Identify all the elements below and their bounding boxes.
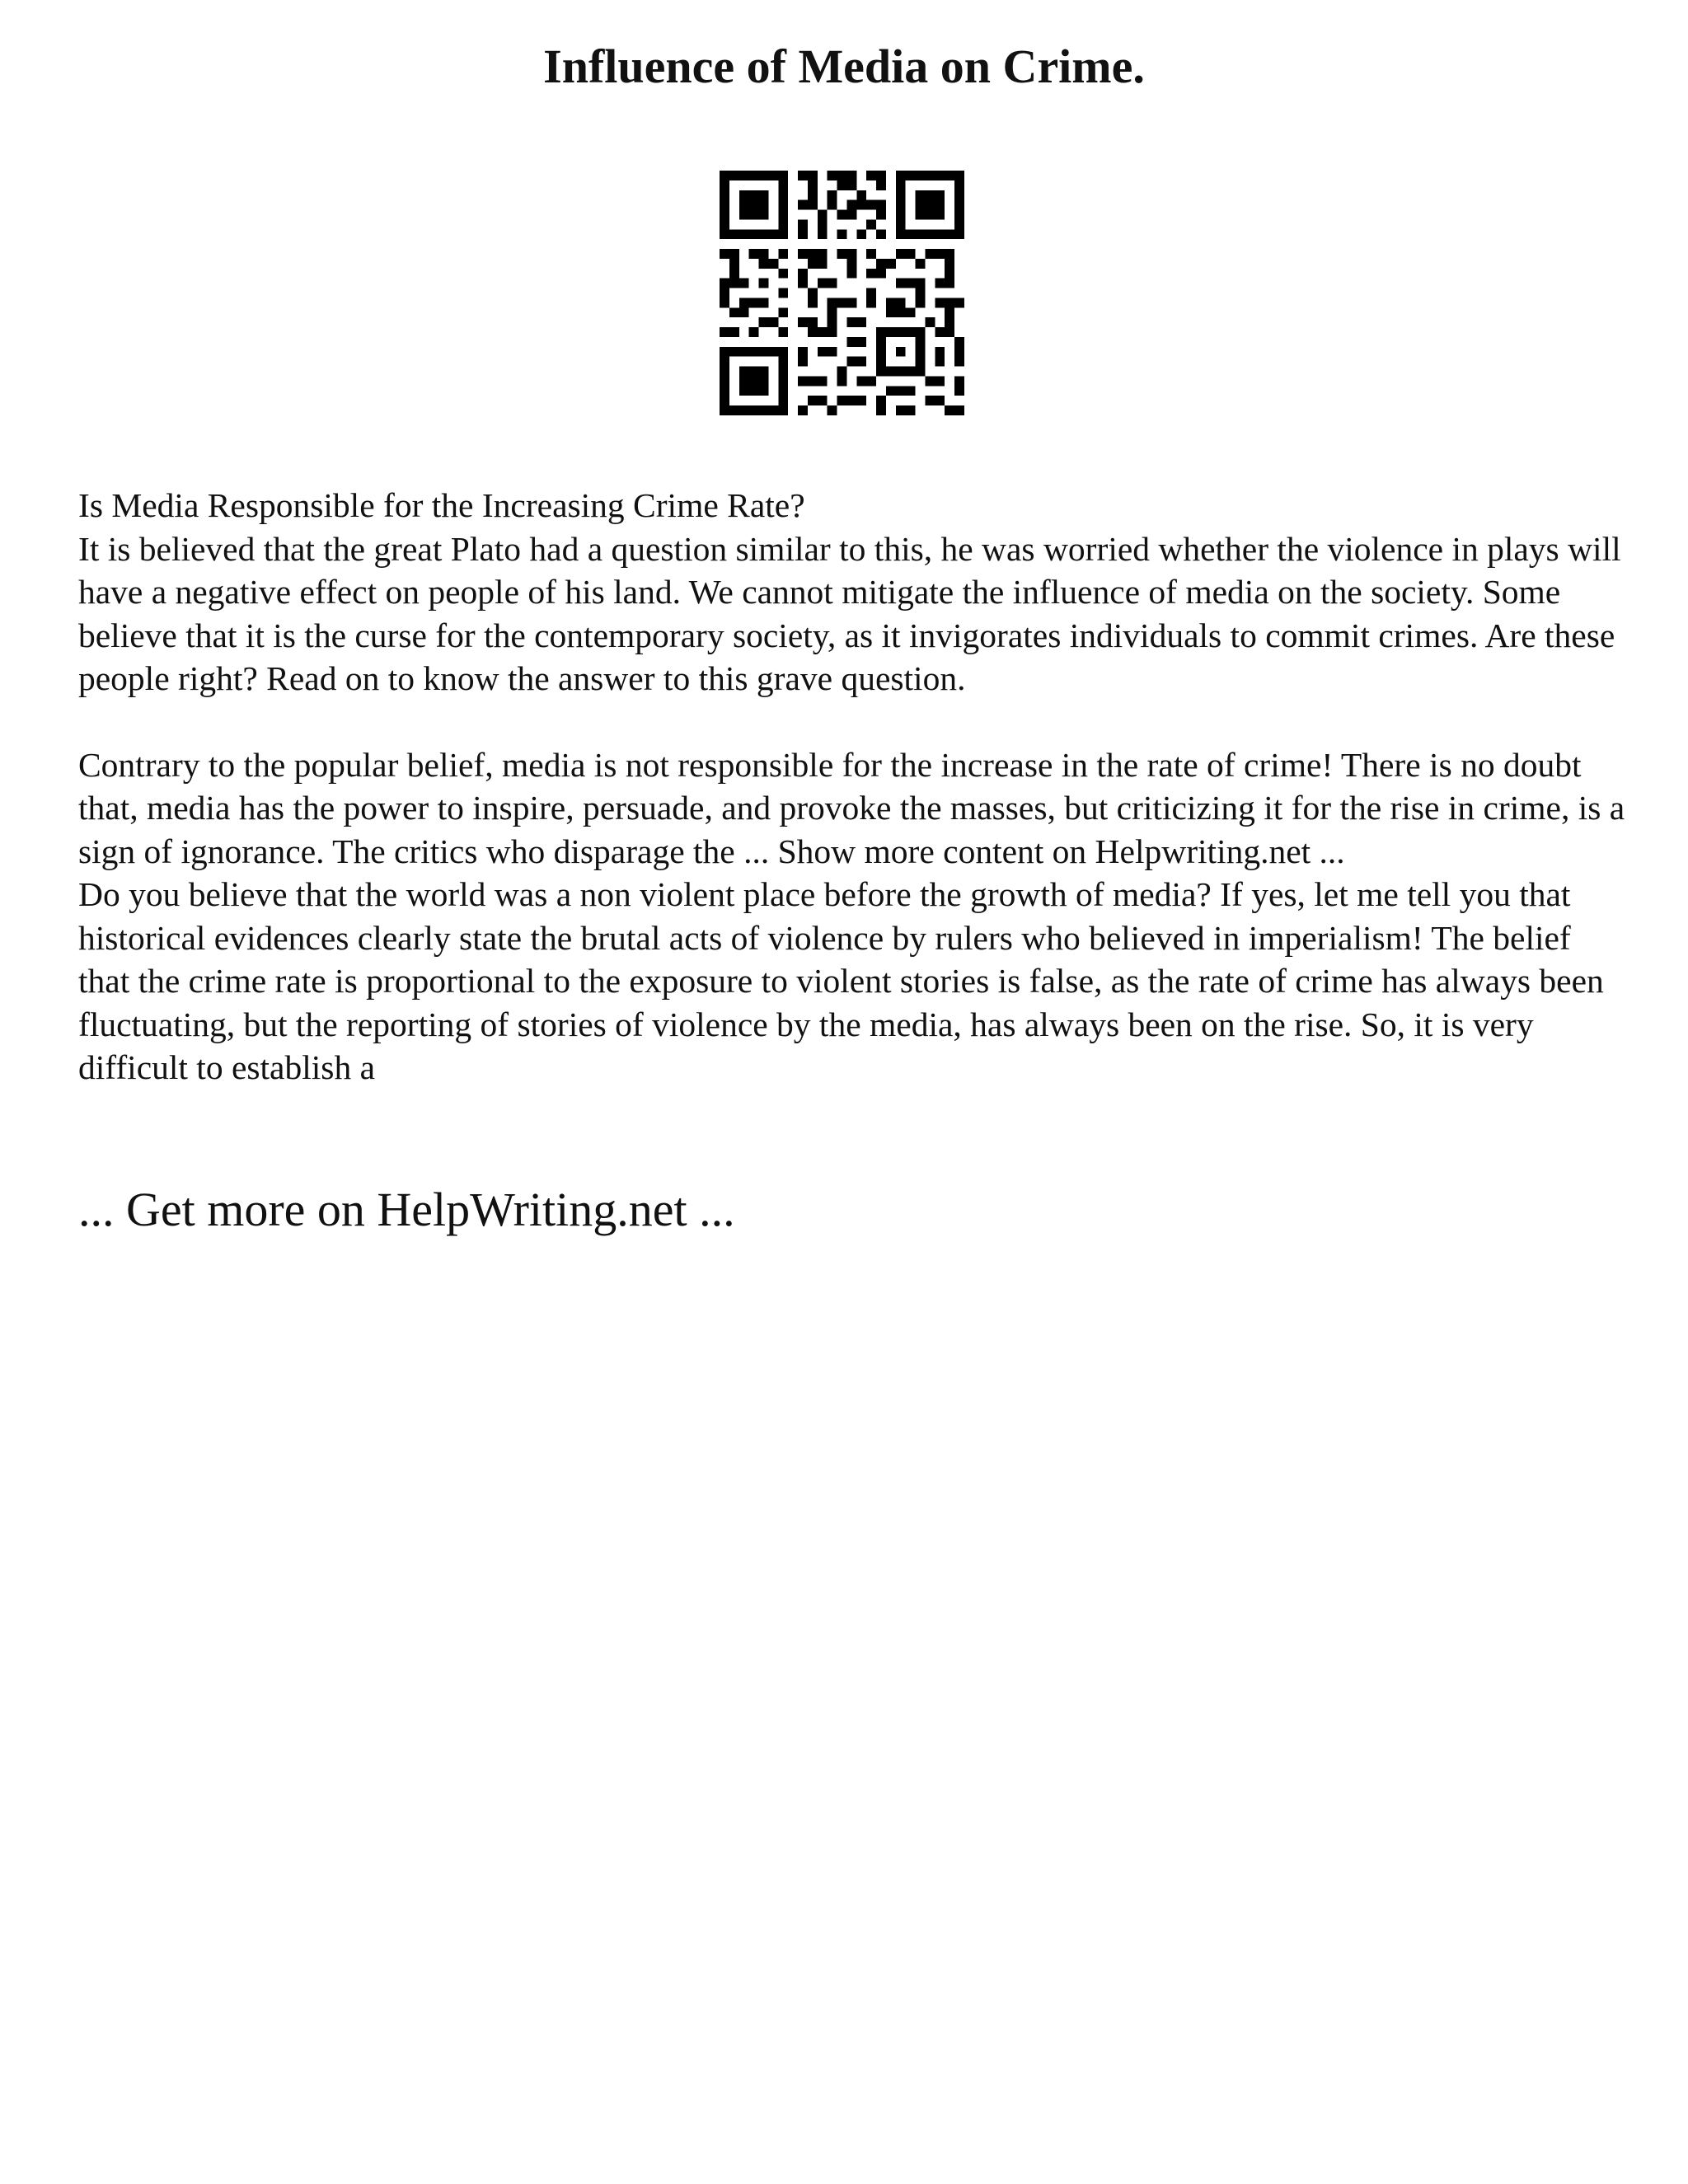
- article-paragraph-1: It is believed that the great Plato had a question similar to this, he was worried whether the violence in plays will have a negative effect on people of his land. We cannot mitigate the influence of media on the society. Some believe that it is the curse for the contemporary society, as it invigorates individuals to commit crimes. Are these people right? Read on to know the answer to this grave question.: [78, 529, 1621, 697]
- article-paragraph-3: Do you believe that the world was a non violent place before the growth of media? If yes, let me tell you that historical evidences clearly state the brutal acts of violence by rulers who believed in imperialism! The belief that the crime rate is proportional to the exposure to violent stories is false, as the rate of crime has always been fluctuating, but the reporting of stories of violence by the media, has always been on the rise. So, it is very difficult to establish a: [78, 875, 1604, 1086]
- article-heading-line: Is Media Responsible for the Increasing Crime Rate?: [78, 486, 805, 524]
- get-more-link[interactable]: ... Get more on HelpWriting.net ...: [78, 1183, 735, 1236]
- qr-code: [720, 171, 964, 415]
- page-title: Influence of Media on Crime.: [543, 40, 1145, 93]
- qr-code-graphic: [720, 171, 964, 415]
- paragraph-gap: [78, 701, 1628, 743]
- article-body: [78, 484, 1628, 1090]
- article-paragraph-2: Contrary to the popular belief, media is not responsible for the increase in the rate of crime! There is no doubt that, media has the power to inspire, persuade, and provoke the masses, but criticizing it for the rise in crime, is a sign of ignorance. The critics who disparage the ... Show more content on Helpwriting.net ...: [78, 745, 1625, 870]
